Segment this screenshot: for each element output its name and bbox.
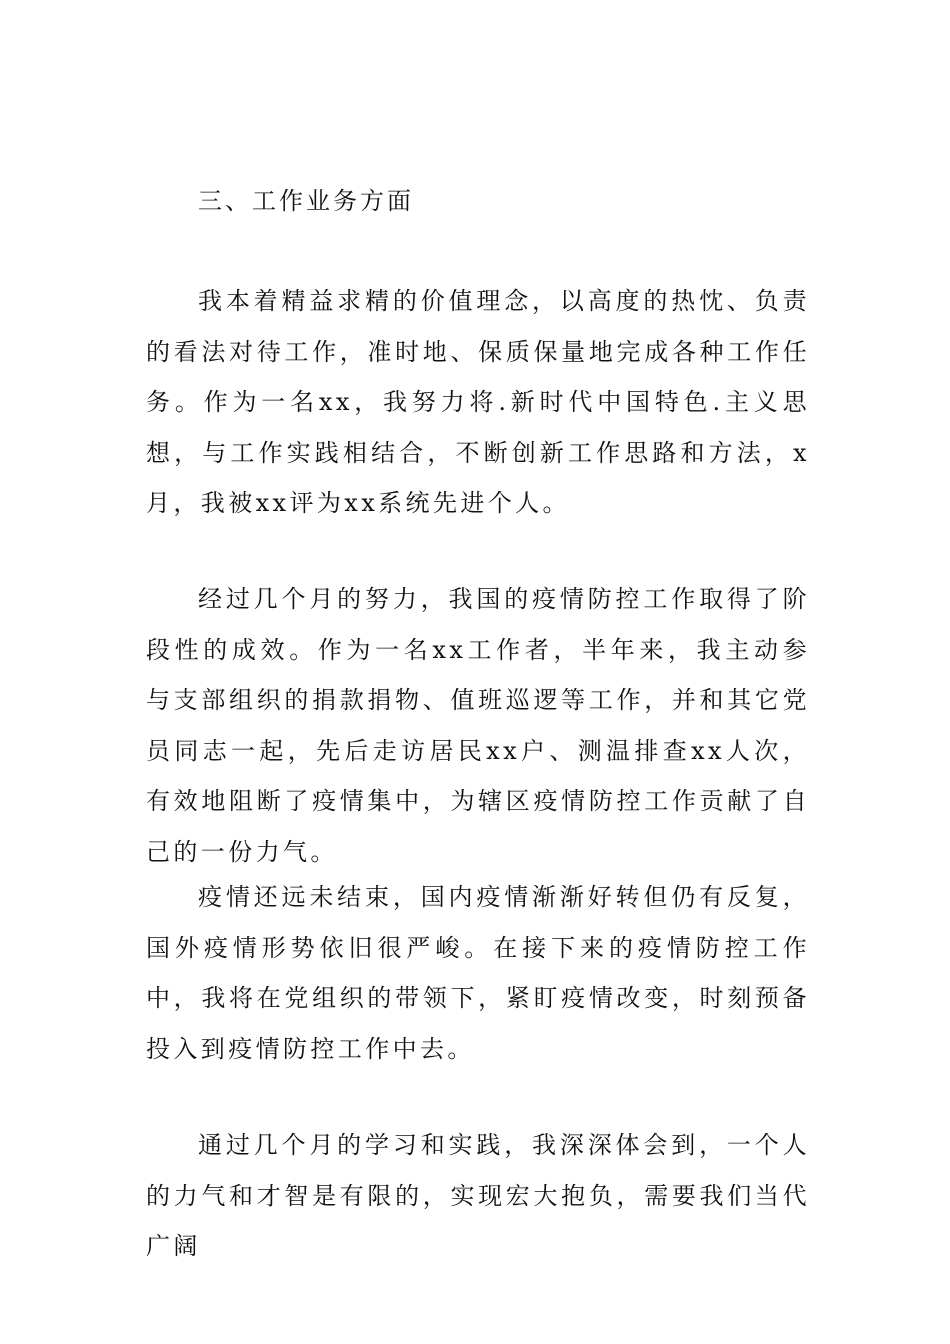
section-heading: 三、工作业务方面 (198, 187, 414, 215)
paragraph-reflection: 通过几个月的学习和实践，我深深体会到，一个人的力气和才智是有限的，实现宏大抱负，需要我们当代广阔 (146, 1131, 810, 1260)
paragraph-epidemic-outlook: 疫情还远未结束，国内疫情渐渐好转但仍有反复，国外疫情形势依旧很严峻。在接下来的疫情防控工作中，我将在党组织的带领下，紧盯疫情改变，时刻预备投入到疫情防控工作中去。 (146, 883, 810, 1063)
paragraph-epidemic-efforts: 经过几个月的努力，我国的疫情防控工作取得了阶段性的成效。作为一名xx工作者，半年来，我主动参与支部组织的捐款捐物、值班巡逻等工作，并和其它党员同志一起，先后走访居民xx户、测温排查xx人次，有效地阻断了疫情集中，为辖区疫情防控工作贡献了自己的一份力气。 (146, 585, 810, 866)
paragraph-work-attitude: 我本着精益求精的价值理念，以高度的热忱、负责的看法对待工作，准时地、保质保量地完成各种工作任务。作为一名xx，我努力将.新时代中国特色.主义思想，与工作实践相结合，不断创新工作思路和方法，x月，我被xx评为xx系统先进个人。 (146, 287, 810, 517)
